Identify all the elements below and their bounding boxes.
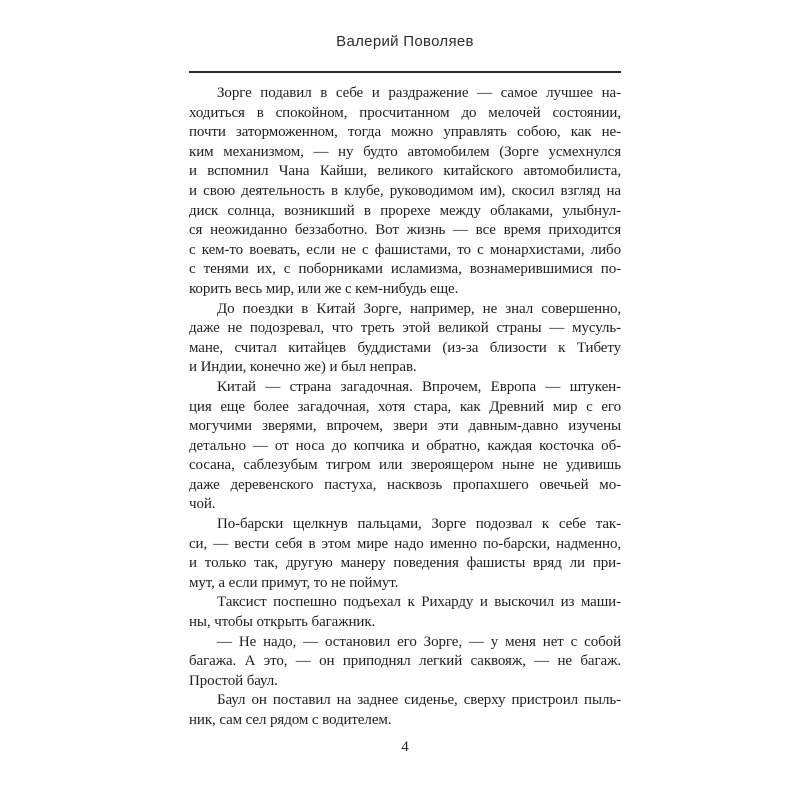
page-number: 4 <box>401 739 409 755</box>
text-line: Простой баул. <box>189 672 278 689</box>
text-line: ны, чтобы открыть багажник. <box>189 614 376 631</box>
text-line: ким механизмом, — ну будто автомобилем (Зорге усмехнулся <box>189 143 621 160</box>
running-header-author: Валерий Поволяев <box>336 33 474 50</box>
text-line: детально — от носа до копчика и обратно, каждая косточка об- <box>189 437 621 454</box>
text-line: могучими зверями, впрочем, звери эти давным-давно изучены <box>189 418 621 435</box>
text-line: и свою деятельность в клубе, руководимом им), скосил взгляд на <box>189 182 621 199</box>
text-line: — Не надо, — остановил его Зорге, — у меня нет с собой <box>217 633 621 650</box>
paragraph <box>189 593 621 632</box>
text-line: с кем-то воевать, если не с фашистами, то с монархистами, либо <box>189 241 621 258</box>
paragraph <box>189 300 621 378</box>
text-line: Зорге подавил в себе и раздражение — самое лучшее на- <box>217 85 621 101</box>
text-line: ция еще более загадочная, хотя стара, как Древний мир с его <box>189 398 621 415</box>
text-line: багажа. А это, — он приподнял легкий саквояж, — не багаж. <box>189 653 621 670</box>
text-line: мане, считал китайцев буддистами (из-за близости к Тибету <box>189 339 621 356</box>
text-line: и Индии, конечно же) и был неправ. <box>189 359 417 376</box>
text-line: Таксист поспешно подъехал к Рихарду и выскочил из маши- <box>217 594 621 611</box>
text-line: даже деревенского пастуха, насквозь пропахшего овечьей мо- <box>189 476 621 493</box>
text-line: с тенями их, с поборниками исламизма, вознамерившимися по- <box>189 261 621 278</box>
paragraph <box>189 84 621 300</box>
text-line: почти заторможенном, тогда можно управлять собою, как не- <box>189 124 621 141</box>
text-line: Баул он поставил на заднее сиденье, сверху пристроил пыль- <box>217 692 621 709</box>
paragraph <box>189 378 621 515</box>
paragraph <box>189 691 621 730</box>
text-line: даже не подозревал, что треть этой великой страны — мусуль- <box>189 320 621 337</box>
text-line: Китай — страна загадочная. Впрочем, Европа — штукен- <box>217 378 621 395</box>
text-line: По-барски щелкнув пальцами, Зорге подозвал к себе так- <box>217 516 621 533</box>
paragraph <box>189 515 621 593</box>
text-column <box>189 84 621 731</box>
text-line: мут, а если примут, то не поймут. <box>189 574 399 591</box>
text-line: диск солнца, возникший в прорехе между облаками, улыбнул- <box>189 202 621 219</box>
paragraph <box>189 633 621 692</box>
text-line: чой. <box>189 496 216 513</box>
text-line: ходиться в спокойном, просчитанном до мелочей состоянии, <box>189 104 621 121</box>
text-line: До поездки в Китай Зорге, например, не знал совершенно, <box>217 300 621 317</box>
text-line: и только так, другую манеру поведения фашисты вряд ли при- <box>189 555 621 572</box>
text-line: и вспомнил Чана Кайши, великого китайского автомобилиста, <box>189 163 621 180</box>
header-rule <box>189 71 621 73</box>
text-line: корить весь мир, или же с кем-нибудь еще. <box>189 280 459 297</box>
text-line: си, — вести себя в этом мире надо именно по-барски, надменно, <box>189 535 621 552</box>
text-line: сосана, саблезубым тигром или звероящером ныне не удивишь <box>189 457 621 474</box>
text-line: ся неожиданно беззаботно. Вот жизнь — все время приходится <box>189 222 621 239</box>
text-line: ник, сам сел рядом с водителем. <box>189 712 392 728</box>
